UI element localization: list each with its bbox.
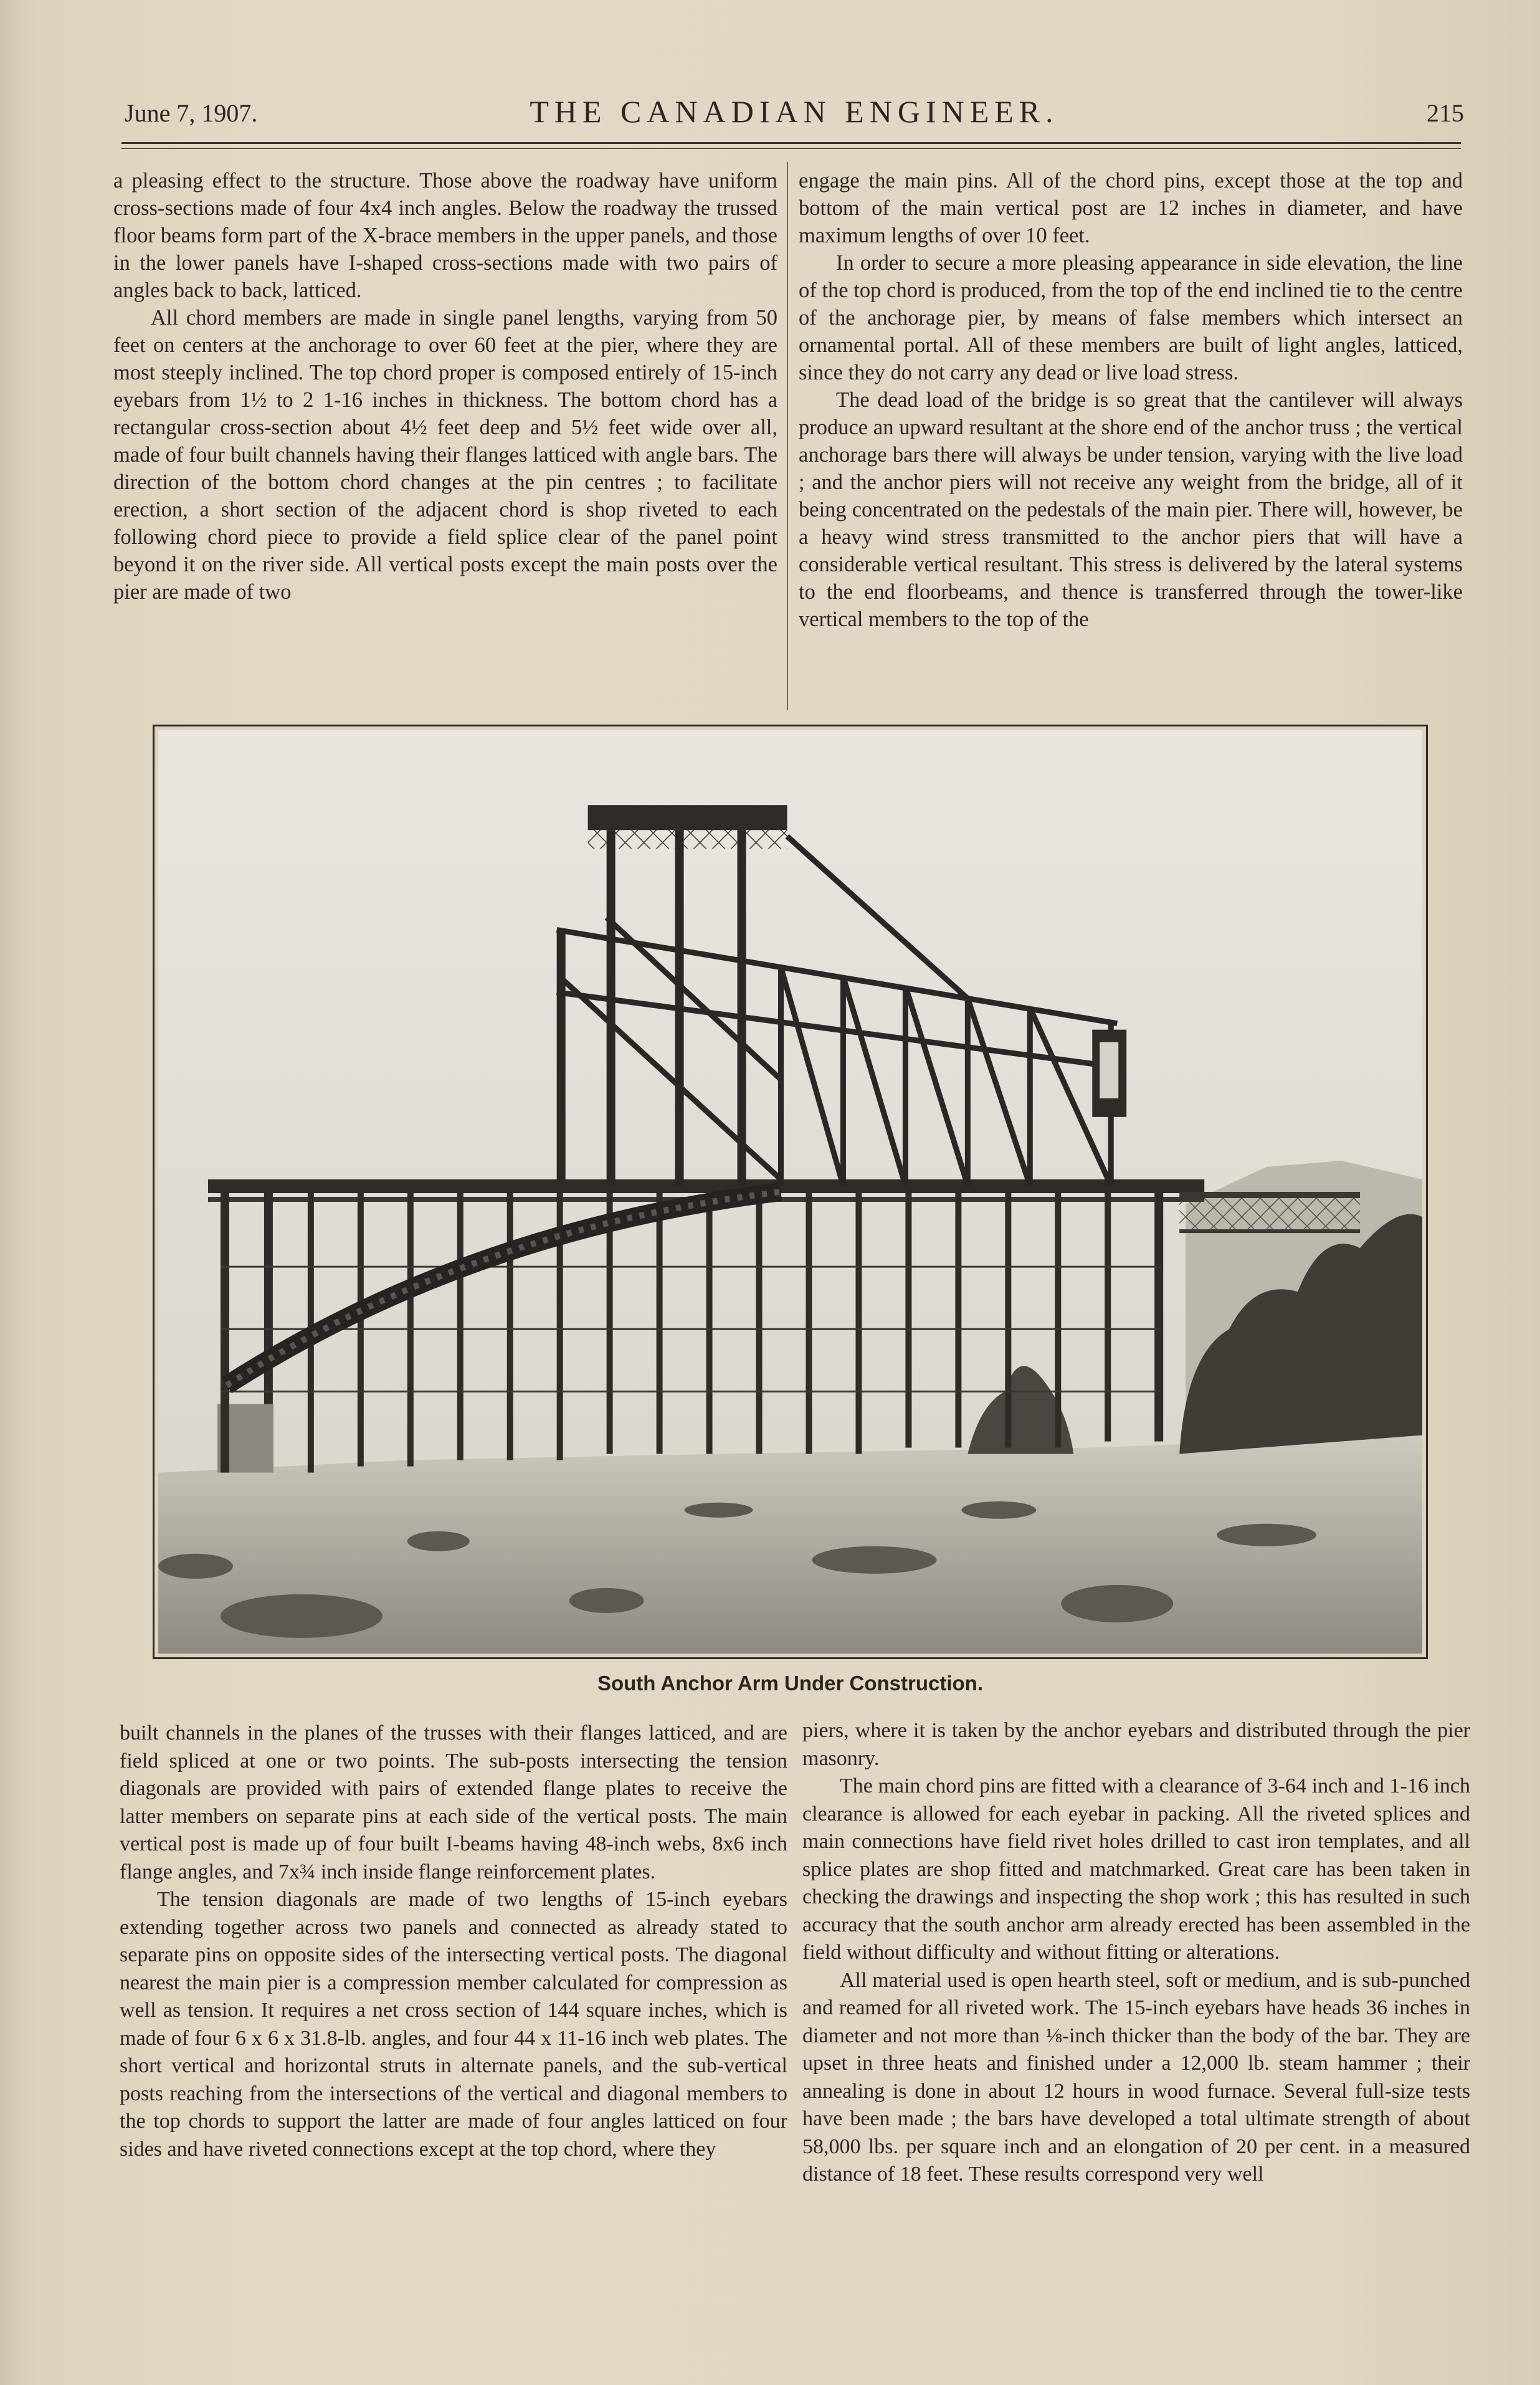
paragraph: The tension diagonals are made of two lengths of 15-inch eyebars extending together across two panels and connected as already stated to separate pins on opposite sides of the intersecting vertical posts. The diagonal nearest the main pier is a compression member calculated for compression as well as tension. It requires a net cross section of 144 square inches, which is made of four 6 x 6 x 31.8-lb. angles, and four 44 x 11-16 inch web plates. The short vertical and horizontal struts in alternate panels, and the sub-vertical posts reaching from the intersections of the vertical and diagonal members to the top chords to support the latter are made of four angles latticed on four sides and have riveted connections except at the top chord, where they xyxy=(120,1888,787,2161)
paragraph: built channels in the planes of the trusses with their flanges latticed, and are field spliced at one or two points. The sub-posts intersecting the tension diagonals are provided with pairs of extended flange plates to receive the latter members on separate pins at each side of the vertical posts. The main vertical post is made up of four built I-beams having 48-inch webs, 8x6 inch flange angles, and 7x¾ inch inside flange reinforcement plates. xyxy=(120,1721,787,1883)
paragraph: All material used is open hearth steel, soft or medium, and is sub-punched and reamed for all riveted work. The 15-inch eyebars have heads 36 inches in diameter and not more than ⅛-inch thicker than the body of the bar. They are upset in three heats and finished under a 12,000 lb. steam hammer ; their annealing is done in about 12 hours in wood furnace. Several full-size tests have been made ; the bars have developed a total ultimate strength of about 58,000 lbs. per square inch and an elongation of 20 per cent. in a measured distance of 18 feet. These results correspond very well xyxy=(802,1968,1470,2186)
publication-title: THE CANADIAN ENGINEER. xyxy=(530,94,1059,129)
paragraph: The dead load of the bridge is so great that the cantilever will always produce an upward resultant at the shore end of the anchor truss ; the vertical anchorage bars there will always be under tension, varying with the live load ; and the anchor piers will not receive any weight from the bridge, all of it being concentrated on the pedestals of the main pier. There will, however, be a heavy wind stress transmitted to the anchor piers that will have a considerable vertical resultant. This stress is delivered by the lateral systems to the end floorbeams, and thence is transferred through the tower-like vertical members to the top of the xyxy=(799,388,1463,631)
page-number: 215 xyxy=(1427,99,1464,127)
page-header xyxy=(125,87,1464,143)
column-top-left xyxy=(113,167,777,606)
column-divider xyxy=(787,162,788,710)
column-bottom-left xyxy=(120,1720,787,2163)
bridge-photograph xyxy=(153,725,1428,1659)
bridge-construction-photo xyxy=(158,730,1422,1654)
header-rule-thin xyxy=(121,148,1461,149)
paragraph: All chord members are made in single panel lengths, varying from 50 feet on centers at the anchorage to over 60 feet at the pier, where they are most steeply inclined. The top chord proper is composed entirely of 15-inch eyebars from 1½ to 2 1-16 inches in thickness. The bottom chord has a rectangular cross-section about 4½ feet deep and 5½ feet wide over all, made of four built channels having their flanges latticed with angle bars. The direction of the bottom chord changes at the pin centres ; to facilitate erection, a short section of the adjacent chord is shop riveted to each following chord piece to provide a field splice clear of the panel point beyond it on the river side. All vertical posts except the main posts over the pier are made of two xyxy=(113,306,777,604)
paragraph: a pleasing effect to the structure. Those above the roadway have uniform cross-sections made of four 4x4 inch angles. Below the roadway the trussed floor beams form part of the X-brace members in the upper panels, and those in the lower panels have I-shaped cross-sections made with two pairs of angles back to back, latticed. xyxy=(113,169,777,302)
paragraph: The main chord pins are fitted with a clearance of 3-64 inch and 1-16 inch clearance is allowed for each eyebar in packing. All the riveted splices and main connections have field rivet holes drilled to cast iron templates, and all splice plates are shop fitted and matchmarked. Great care has been taken in checking the drawings and inspecting the shop work ; this has resulted in such accuracy that the south anchor arm already erected has been assembled in the field without difficulty and without fitting or alterations. xyxy=(802,1774,1470,1964)
header-rule xyxy=(121,142,1461,144)
paragraph: piers, where it is taken by the anchor eyebars and distributed through the pier masonry. xyxy=(802,1719,1470,1770)
column-bottom-right xyxy=(802,1717,1470,2189)
issue-date: June 7, 1907. xyxy=(125,99,258,127)
paragraph: In order to secure a more pleasing appearance in side elevation, the line of the top chord is produced, from the top of the end inclined tie to the centre of the anchorage pier, by means of false members which intersect an ornamental portal. All of these members are built of light angles, latticed, since they do not carry any dead or live load stress. xyxy=(799,251,1463,384)
paragraph: engage the main pins. All of the chord pins, except those at the top and bottom of the main vertical post are 12 inches in diameter, and have maximum lengths of over 10 feet. xyxy=(799,169,1463,247)
figure-caption: South Anchor Arm Under Construction. xyxy=(597,1672,984,1695)
column-top-right xyxy=(799,167,1463,633)
